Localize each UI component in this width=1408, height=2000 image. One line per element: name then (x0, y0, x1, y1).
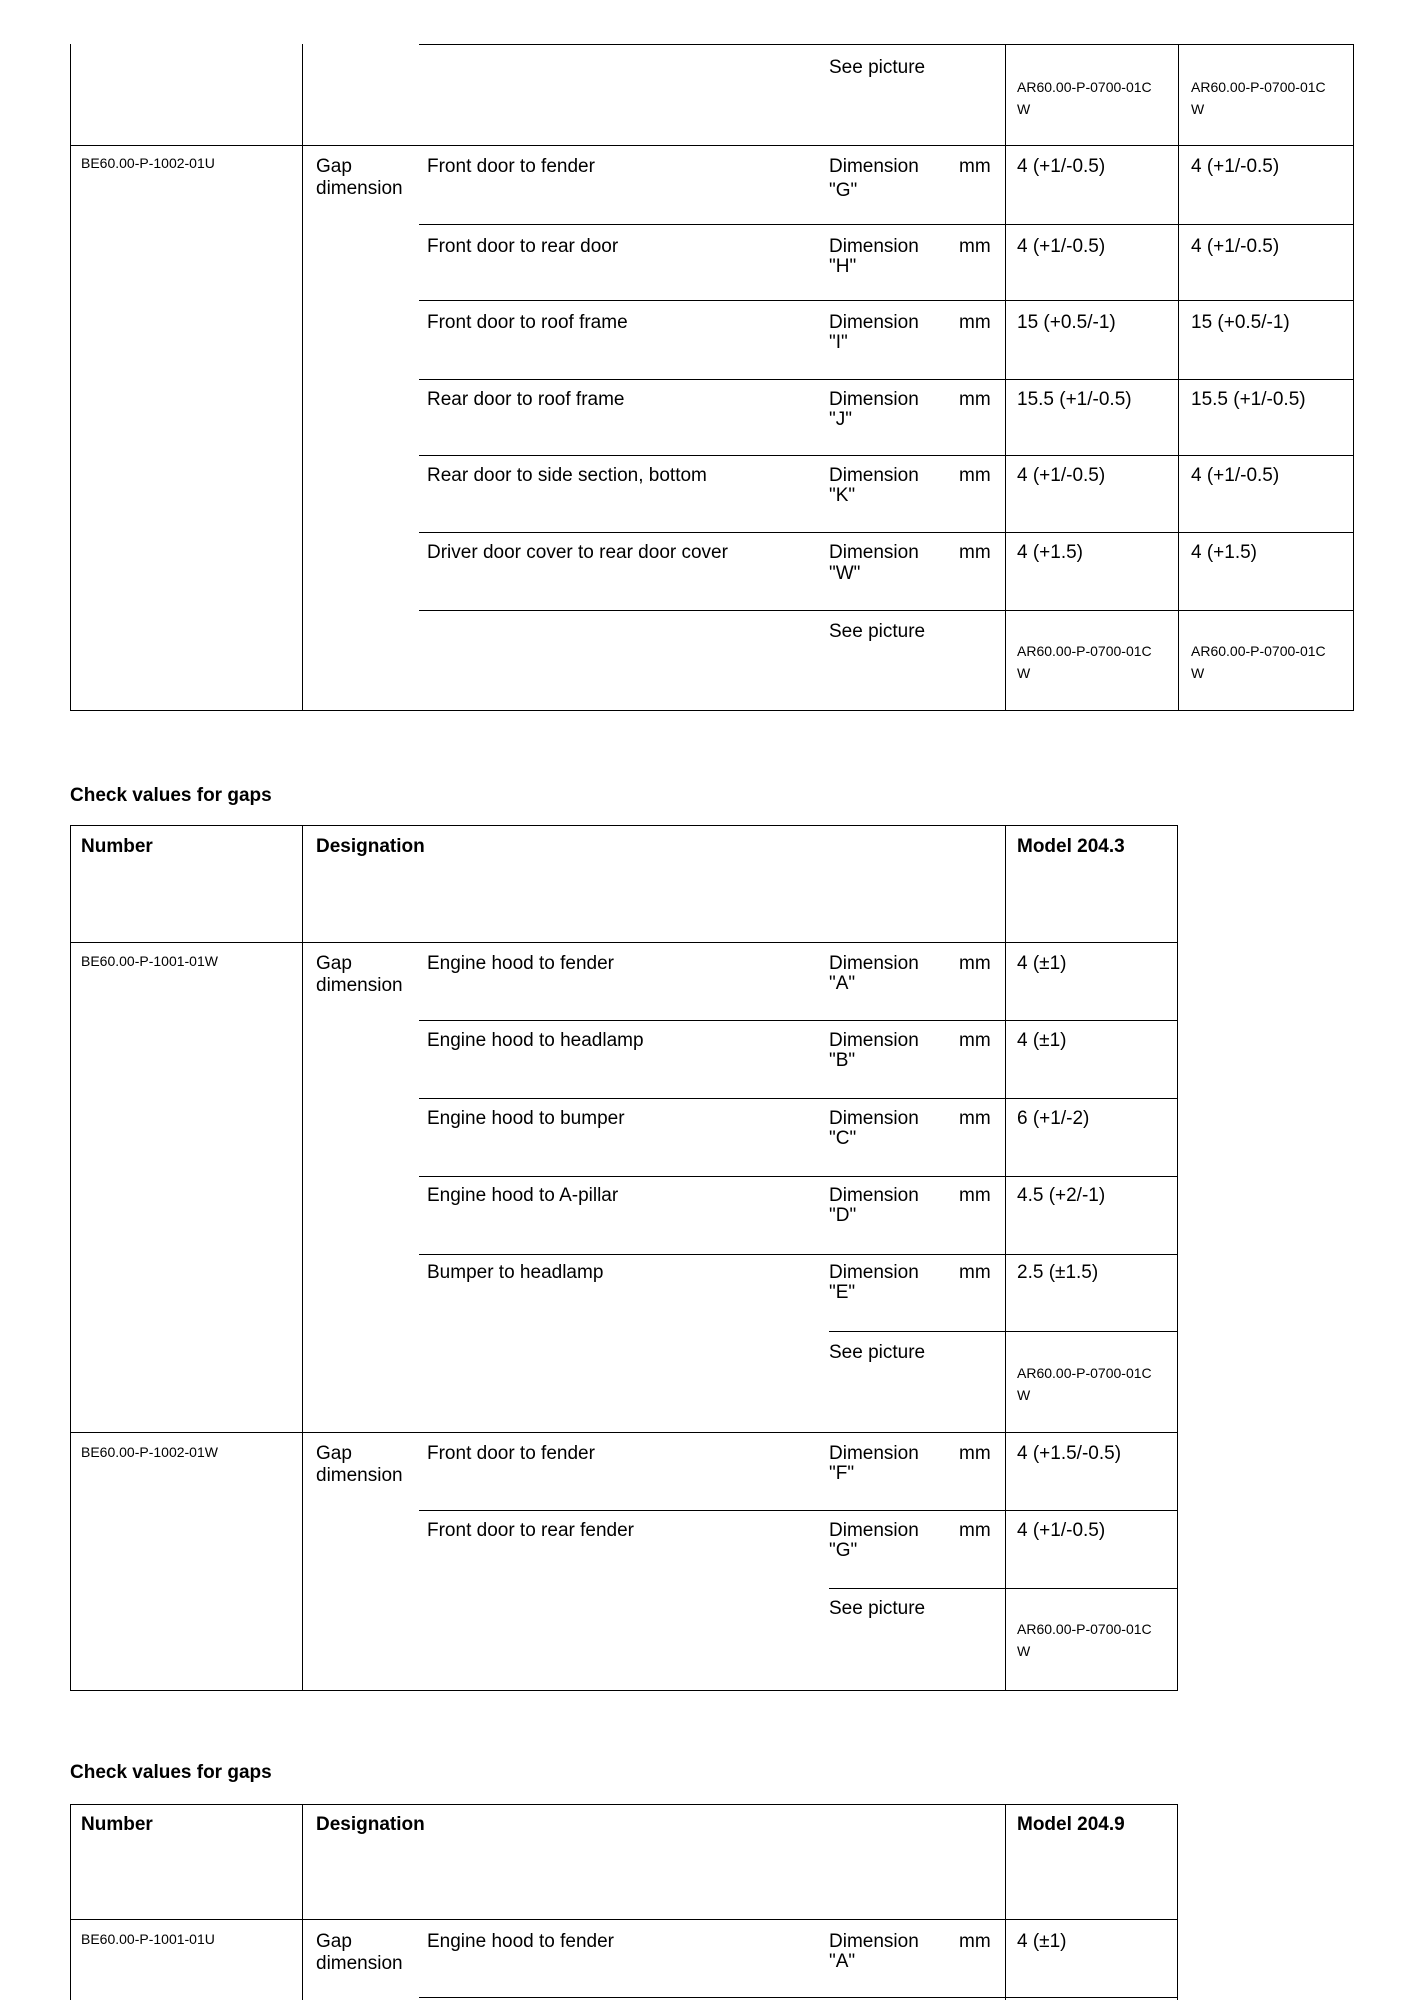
divider (419, 532, 1354, 533)
dimension-label: Dimension (829, 542, 919, 563)
divider (829, 1331, 1178, 1332)
row-item: Rear door to side section, bottom (427, 465, 707, 486)
dimension-code: "F" (829, 1463, 855, 1484)
divider (1005, 1804, 1006, 2000)
divider (70, 1919, 1178, 1920)
value: 4 (+1/-0.5) (1017, 236, 1106, 257)
divider (70, 825, 1178, 826)
divider (70, 1690, 1178, 1691)
dimension-code: "G" (829, 180, 858, 201)
unit: mm (959, 1520, 991, 1541)
divider (829, 1588, 1178, 1589)
dimension-code: "A" (829, 1951, 856, 1972)
divider (419, 44, 1354, 45)
divider (419, 1020, 1178, 1021)
see-picture-label: See picture (829, 1342, 926, 1363)
divider (70, 1804, 71, 2000)
unit: mm (959, 1262, 991, 1283)
divider (419, 1510, 1178, 1511)
dimension-label: Dimension (829, 156, 919, 177)
divider (419, 379, 1354, 380)
divider (419, 610, 1354, 611)
divider (302, 44, 303, 711)
dimension-code: "A" (829, 973, 856, 994)
unit: mm (959, 1030, 991, 1051)
divider (419, 1254, 1178, 1255)
picture-ref[interactable]: AR60.00-P-0700-01C W (1017, 1621, 1152, 1659)
picture-ref[interactable]: AR60.00-P-0700-01C W (1191, 643, 1326, 681)
divider (70, 1432, 1178, 1433)
dimension-label: Dimension (829, 1030, 919, 1051)
unit: mm (959, 1931, 991, 1952)
divider (419, 1098, 1178, 1099)
section-title: Check values for gaps (70, 785, 272, 806)
see-picture-label: See picture (829, 621, 926, 642)
divider (70, 145, 1354, 146)
divider (70, 44, 71, 711)
dimension-code: "D" (829, 1205, 857, 1226)
dimension-label: Dimension (829, 1520, 919, 1541)
unit: mm (959, 542, 991, 563)
divider (1177, 825, 1178, 1691)
value: 4.5 (+2/-1) (1017, 1185, 1106, 1206)
divider (419, 1176, 1178, 1177)
value: 4 (+1.5) (1191, 542, 1258, 563)
row-item: Front door to fender (427, 1443, 595, 1464)
unit: mm (959, 1185, 991, 1206)
row-item: Engine hood to fender (427, 1931, 614, 1952)
value: 4 (±1) (1017, 1931, 1067, 1952)
dimension-code: "K" (829, 485, 856, 506)
section-title: Check values for gaps (70, 1762, 272, 1783)
value: 4 (±1) (1017, 953, 1067, 974)
dimension-label: Dimension (829, 1262, 919, 1283)
divider (419, 455, 1354, 456)
header-designation: Designation (316, 1814, 425, 1835)
value: 4 (+1/-0.5) (1017, 1520, 1106, 1541)
unit: mm (959, 1443, 991, 1464)
dimension-code: "H" (829, 256, 857, 277)
row-item: Rear door to roof frame (427, 389, 625, 410)
header-number: Number (81, 1814, 153, 1835)
value: 4 (+1/-0.5) (1191, 236, 1280, 257)
value: 4 (+1.5) (1017, 542, 1084, 563)
dimension-label: Dimension (829, 465, 919, 486)
row-item: Engine hood to fender (427, 953, 614, 974)
see-picture-label: See picture (829, 1598, 926, 1619)
row-item: Front door to rear door (427, 236, 619, 257)
dimension-code: "I" (829, 332, 848, 353)
dimension-code: "C" (829, 1128, 857, 1149)
divider (1177, 1804, 1178, 2000)
unit: mm (959, 1108, 991, 1129)
header-designation: Designation (316, 836, 425, 857)
picture-ref[interactable]: AR60.00-P-0700-01C W (1017, 1365, 1152, 1403)
divider (302, 1804, 303, 2000)
dimension-code: "J" (829, 409, 852, 430)
unit: mm (959, 465, 991, 486)
dimension-label: Dimension (829, 1108, 919, 1129)
row-item: Driver door cover to rear door cover (427, 542, 728, 563)
unit: mm (959, 236, 991, 257)
dimension-label: Dimension (829, 953, 919, 974)
divider (1178, 44, 1179, 711)
picture-ref[interactable]: AR60.00-P-0700-01C W (1191, 79, 1326, 117)
row-number: BE60.00-P-1001-01W (81, 953, 218, 969)
row-category: Gap dimension (316, 156, 403, 199)
row-category: Gap dimension (316, 953, 403, 996)
see-picture-label: See picture (829, 57, 926, 78)
divider (419, 300, 1354, 301)
divider (419, 1997, 1178, 1998)
row-item: Engine hood to headlamp (427, 1030, 644, 1051)
divider (1005, 825, 1006, 1691)
dimension-label: Dimension (829, 1931, 919, 1952)
divider (70, 825, 71, 1691)
row-item: Engine hood to bumper (427, 1108, 625, 1129)
dimension-code: "G" (829, 1540, 858, 1561)
dimension-label: Dimension (829, 1443, 919, 1464)
value: 4 (+1/-0.5) (1017, 465, 1106, 486)
divider (70, 942, 1178, 943)
value: 4 (+1/-0.5) (1191, 465, 1280, 486)
row-item: Engine hood to A-pillar (427, 1185, 619, 1206)
row-number: BE60.00-P-1002-01U (81, 155, 215, 171)
value: 15.5 (+1/-0.5) (1191, 389, 1306, 410)
row-category: Gap dimension (316, 1931, 403, 1974)
unit: mm (959, 953, 991, 974)
divider (70, 1804, 1178, 1805)
row-item: Front door to rear fender (427, 1520, 634, 1541)
dimension-label: Dimension (829, 312, 919, 333)
value: 6 (+1/-2) (1017, 1108, 1090, 1129)
row-number: BE60.00-P-1002-01W (81, 1444, 218, 1460)
row-item: Bumper to headlamp (427, 1262, 604, 1283)
value: 15.5 (+1/-0.5) (1017, 389, 1132, 410)
value: 4 (±1) (1017, 1030, 1067, 1051)
row-category: Gap dimension (316, 1443, 403, 1486)
value: 2.5 (±1.5) (1017, 1262, 1099, 1283)
unit: mm (959, 156, 991, 177)
divider (302, 825, 303, 1691)
header-number: Number (81, 836, 153, 857)
row-number: BE60.00-P-1001-01U (81, 1931, 215, 1947)
value: 15 (+0.5/-1) (1191, 312, 1290, 333)
header-model: Model 204.3 (1017, 836, 1125, 857)
divider (1353, 44, 1354, 711)
value: 4 (+1/-0.5) (1191, 156, 1280, 177)
row-item: Front door to roof frame (427, 312, 628, 333)
unit: mm (959, 312, 991, 333)
dimension-code: "E" (829, 1282, 856, 1303)
value: 4 (+1/-0.5) (1017, 156, 1106, 177)
dimension-code: "W" (829, 563, 861, 584)
picture-ref[interactable]: AR60.00-P-0700-01C W (1017, 79, 1152, 117)
dimension-label: Dimension (829, 1185, 919, 1206)
dimension-label: Dimension (829, 236, 919, 257)
dimension-label: Dimension (829, 389, 919, 410)
picture-ref[interactable]: AR60.00-P-0700-01C W (1017, 643, 1152, 681)
row-item: Front door to fender (427, 156, 595, 177)
unit: mm (959, 389, 991, 410)
header-model: Model 204.9 (1017, 1814, 1125, 1835)
value: 15 (+0.5/-1) (1017, 312, 1116, 333)
divider (419, 224, 1354, 225)
divider (70, 710, 1354, 711)
dimension-code: "B" (829, 1050, 856, 1071)
divider (1005, 44, 1006, 711)
value: 4 (+1.5/-0.5) (1017, 1443, 1122, 1464)
